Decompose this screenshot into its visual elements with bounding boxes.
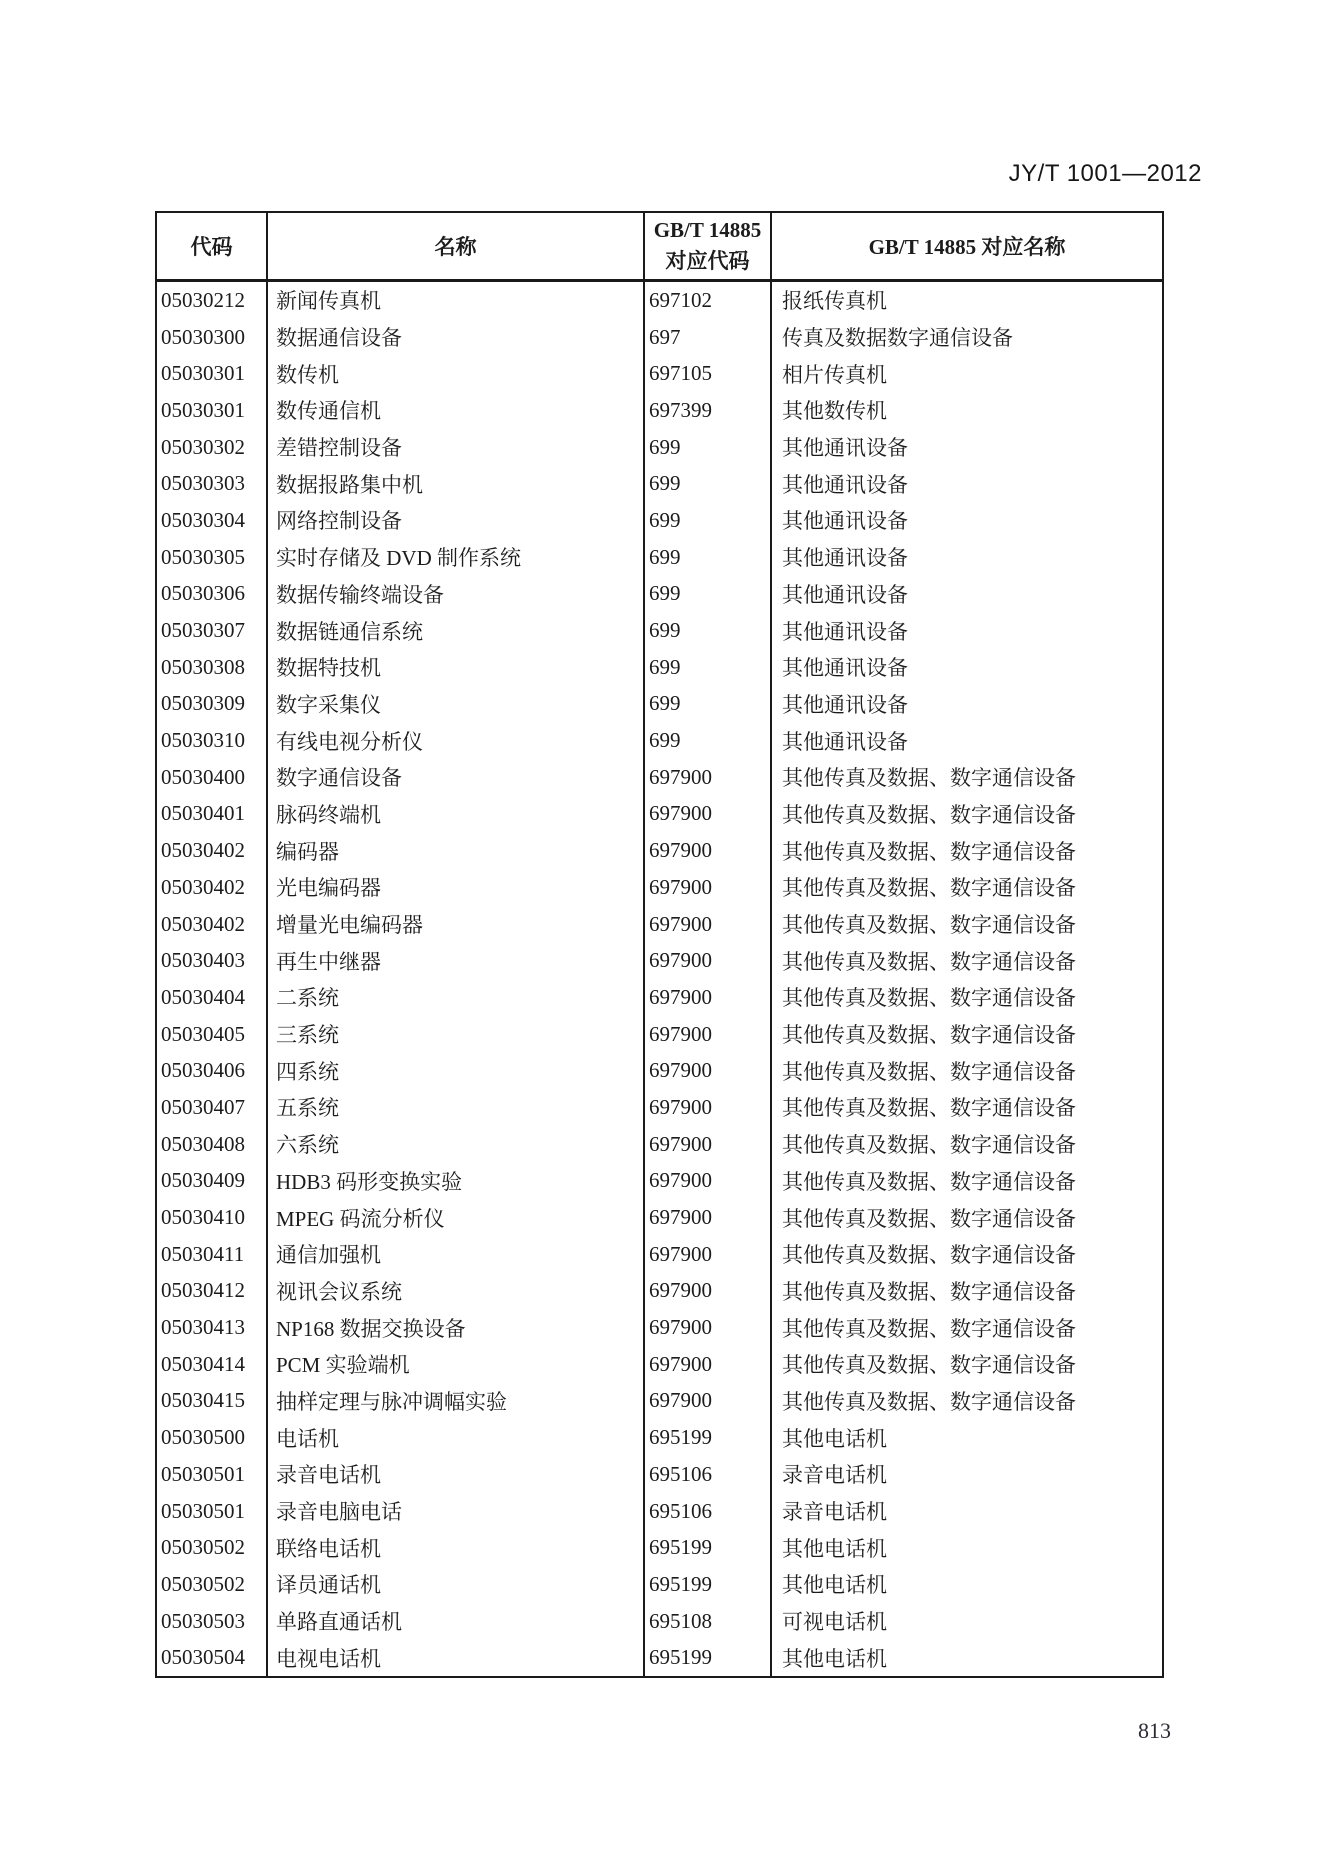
cell-gbt-name: 其他电话机 (771, 1566, 1163, 1603)
cell-name: 录音电话机 (267, 1456, 644, 1493)
cell-gbt-code: 697900 (644, 1236, 771, 1273)
table-row (156, 1383, 1163, 1420)
table-row (156, 869, 1163, 906)
cell-name: 光电编码器 (267, 869, 644, 906)
cell-code: 05030304 (156, 502, 267, 539)
cell-gbt-code: 697900 (644, 1089, 771, 1126)
cell-gbt-code: 697900 (644, 1016, 771, 1053)
cell-gbt-code: 699 (644, 576, 771, 613)
cell-code: 05030402 (156, 869, 267, 906)
cell-name: 单路直通话机 (267, 1603, 644, 1640)
cell-gbt-code: 697900 (644, 1163, 771, 1200)
table-row (156, 796, 1163, 833)
cell-code: 05030301 (156, 392, 267, 429)
cell-gbt-code: 697900 (644, 832, 771, 869)
cell-gbt-name: 其他电话机 (771, 1529, 1163, 1566)
table-row (156, 1529, 1163, 1566)
cell-gbt-name: 其他通讯设备 (771, 686, 1163, 723)
cell-code: 05030502 (156, 1566, 267, 1603)
table-row (156, 1603, 1163, 1640)
cell-gbt-code: 699 (644, 502, 771, 539)
cell-gbt-name: 报纸传真机 (771, 281, 1163, 319)
table-row (156, 979, 1163, 1016)
cell-name: 数据特技机 (267, 649, 644, 686)
cell-gbt-name: 其他传真及数据、数字通信设备 (771, 1052, 1163, 1089)
cell-name: 脉码终端机 (267, 796, 644, 833)
table-row (156, 832, 1163, 869)
cell-code: 05030303 (156, 465, 267, 502)
cell-name: 数传通信机 (267, 392, 644, 429)
table-row (156, 465, 1163, 502)
table-row (156, 355, 1163, 392)
table-row (156, 319, 1163, 356)
cell-code: 05030300 (156, 319, 267, 356)
cell-name: 二系统 (267, 979, 644, 1016)
cell-code: 05030305 (156, 539, 267, 576)
cell-code: 05030302 (156, 429, 267, 466)
page-number: 813 (1138, 1718, 1171, 1743)
cell-gbt-name: 其他传真及数据、数字通信设备 (771, 759, 1163, 796)
cell-gbt-name: 其他传真及数据、数字通信设备 (771, 1089, 1163, 1126)
table-row (156, 1346, 1163, 1383)
cell-code: 05030414 (156, 1346, 267, 1383)
cell-gbt-code: 697900 (644, 796, 771, 833)
header-code: 代码 (156, 212, 267, 281)
cell-name: 差错控制设备 (267, 429, 644, 466)
table-row (156, 1309, 1163, 1346)
cell-name: 联络电话机 (267, 1529, 644, 1566)
cell-gbt-code: 699 (644, 612, 771, 649)
cell-gbt-code: 699 (644, 429, 771, 466)
cell-gbt-name: 其他电话机 (771, 1639, 1163, 1677)
cell-name: 通信加强机 (267, 1236, 644, 1273)
cell-name: MPEG 码流分析仪 (267, 1199, 644, 1236)
cell-name: 网络控制设备 (267, 502, 644, 539)
cell-gbt-name: 其他传真及数据、数字通信设备 (771, 906, 1163, 943)
cell-name: 数字采集仪 (267, 686, 644, 723)
cell-gbt-code: 697900 (644, 759, 771, 796)
cell-gbt-code: 699 (644, 686, 771, 723)
cell-code: 05030501 (156, 1493, 267, 1530)
cell-gbt-name: 其他通讯设备 (771, 722, 1163, 759)
header-gbt-code (644, 212, 771, 281)
cell-gbt-code: 699 (644, 465, 771, 502)
table-row (156, 1639, 1163, 1677)
cell-name: 数据链通信系统 (267, 612, 644, 649)
cell-name: 再生中继器 (267, 942, 644, 979)
cell-code: 05030411 (156, 1236, 267, 1273)
cell-name: 译员通话机 (267, 1566, 644, 1603)
table-row (156, 1199, 1163, 1236)
table-row (156, 1566, 1163, 1603)
cell-gbt-name: 其他传真及数据、数字通信设备 (771, 1236, 1163, 1273)
cell-code: 05030307 (156, 612, 267, 649)
cell-gbt-name: 相片传真机 (771, 355, 1163, 392)
cell-gbt-name: 其他通讯设备 (771, 465, 1163, 502)
cell-gbt-name: 其他传真及数据、数字通信设备 (771, 1199, 1163, 1236)
cell-gbt-name: 录音电话机 (771, 1456, 1163, 1493)
table-row (156, 759, 1163, 796)
cell-gbt-code: 697102 (644, 281, 771, 319)
cell-gbt-code: 697900 (644, 942, 771, 979)
cell-gbt-name: 其他传真及数据、数字通信设备 (771, 1273, 1163, 1310)
table-row (156, 429, 1163, 466)
cell-code: 05030404 (156, 979, 267, 1016)
cell-code: 05030409 (156, 1163, 267, 1200)
cell-gbt-code: 697900 (644, 1383, 771, 1420)
cell-gbt-name: 其他传真及数据、数字通信设备 (771, 1309, 1163, 1346)
table-row (156, 649, 1163, 686)
cell-name: 新闻传真机 (267, 281, 644, 319)
table-row (156, 722, 1163, 759)
table-row (156, 1016, 1163, 1053)
table-row (156, 1493, 1163, 1530)
cell-gbt-name: 其他通讯设备 (771, 612, 1163, 649)
cell-code: 05030501 (156, 1456, 267, 1493)
cell-gbt-name: 其他传真及数据、数字通信设备 (771, 942, 1163, 979)
cell-code: 05030402 (156, 832, 267, 869)
cell-name: 电视电话机 (267, 1639, 644, 1677)
cell-name: 五系统 (267, 1089, 644, 1126)
cell-gbt-name: 其他传真及数据、数字通信设备 (771, 979, 1163, 1016)
cell-gbt-code: 699 (644, 722, 771, 759)
cell-name: NP168 数据交换设备 (267, 1309, 644, 1346)
table-row (156, 1419, 1163, 1456)
cell-name: 有线电视分析仪 (267, 722, 644, 759)
cell-gbt-code: 695199 (644, 1566, 771, 1603)
cell-gbt-name: 其他通讯设备 (771, 502, 1163, 539)
cell-gbt-name: 其他传真及数据、数字通信设备 (771, 832, 1163, 869)
cell-name: 数据报路集中机 (267, 465, 644, 502)
cell-gbt-code: 699 (644, 649, 771, 686)
cell-gbt-code: 697900 (644, 979, 771, 1016)
cell-gbt-name: 传真及数据数字通信设备 (771, 319, 1163, 356)
table-header-row (156, 212, 1163, 281)
cell-name: 数据传输终端设备 (267, 576, 644, 613)
cell-gbt-name: 其他数传机 (771, 392, 1163, 429)
cell-gbt-name: 其他传真及数据、数字通信设备 (771, 1383, 1163, 1420)
cell-code: 05030306 (156, 576, 267, 613)
cell-code: 05030310 (156, 722, 267, 759)
cell-name: 四系统 (267, 1052, 644, 1089)
table-body (156, 281, 1163, 1678)
cell-name: 三系统 (267, 1016, 644, 1053)
header-gbt-code-line2: 对应代码 (665, 249, 750, 273)
cell-name: 录音电脑电话 (267, 1493, 644, 1530)
cell-name: 视讯会议系统 (267, 1273, 644, 1310)
cell-gbt-code: 697 (644, 319, 771, 356)
cell-gbt-name: 其他传真及数据、数字通信设备 (771, 1163, 1163, 1200)
cell-gbt-code: 697900 (644, 1309, 771, 1346)
cell-gbt-name: 其他传真及数据、数字通信设备 (771, 1016, 1163, 1053)
cell-gbt-name: 其他通讯设备 (771, 649, 1163, 686)
table-row (156, 686, 1163, 723)
cell-gbt-code: 697105 (644, 355, 771, 392)
cell-gbt-name: 其他通讯设备 (771, 539, 1163, 576)
cell-gbt-name: 其他传真及数据、数字通信设备 (771, 796, 1163, 833)
cell-gbt-code: 695199 (644, 1529, 771, 1566)
cell-gbt-code: 697900 (644, 1273, 771, 1310)
cell-name: 增量光电编码器 (267, 906, 644, 943)
cell-gbt-name: 其他传真及数据、数字通信设备 (771, 1346, 1163, 1383)
cell-code: 05030503 (156, 1603, 267, 1640)
cell-name: PCM 实验端机 (267, 1346, 644, 1383)
cell-gbt-code: 697900 (644, 906, 771, 943)
table-row (156, 612, 1163, 649)
cell-gbt-name: 可视电话机 (771, 1603, 1163, 1640)
table-row (156, 281, 1163, 319)
cell-gbt-name: 其他电话机 (771, 1419, 1163, 1456)
cell-name: 抽样定理与脉冲调幅实验 (267, 1383, 644, 1420)
cell-gbt-code: 695106 (644, 1456, 771, 1493)
table-row (156, 1236, 1163, 1273)
cell-code: 05030402 (156, 906, 267, 943)
cell-name: 实时存储及 DVD 制作系统 (267, 539, 644, 576)
header-gbt-name: GB/T 14885 对应名称 (771, 212, 1163, 281)
cell-code: 05030408 (156, 1126, 267, 1163)
cell-code: 05030500 (156, 1419, 267, 1456)
table-row (156, 539, 1163, 576)
table-row (156, 392, 1163, 429)
cell-code: 05030400 (156, 759, 267, 796)
table-row (156, 906, 1163, 943)
cell-name: 编码器 (267, 832, 644, 869)
cell-code: 05030308 (156, 649, 267, 686)
table-row (156, 502, 1163, 539)
cell-code: 05030407 (156, 1089, 267, 1126)
table-row (156, 1456, 1163, 1493)
cell-code: 05030412 (156, 1273, 267, 1310)
cell-code: 05030403 (156, 942, 267, 979)
code-mapping-table (155, 211, 1164, 1678)
cell-gbt-code: 695106 (644, 1493, 771, 1530)
cell-gbt-code: 697900 (644, 1052, 771, 1089)
table-row (156, 1273, 1163, 1310)
cell-gbt-code: 697900 (644, 1346, 771, 1383)
table-row (156, 1163, 1163, 1200)
cell-code: 05030410 (156, 1199, 267, 1236)
cell-gbt-code: 697900 (644, 1199, 771, 1236)
cell-gbt-name: 其他通讯设备 (771, 429, 1163, 466)
cell-code: 05030301 (156, 355, 267, 392)
cell-code: 05030401 (156, 796, 267, 833)
cell-gbt-code: 695199 (644, 1419, 771, 1456)
cell-name: 数字通信设备 (267, 759, 644, 796)
cell-gbt-code: 697900 (644, 869, 771, 906)
header-name: 名称 (267, 212, 644, 281)
cell-gbt-name: 其他传真及数据、数字通信设备 (771, 869, 1163, 906)
cell-name: 数据通信设备 (267, 319, 644, 356)
table-header (156, 212, 1163, 281)
cell-name: 数传机 (267, 355, 644, 392)
cell-code: 05030406 (156, 1052, 267, 1089)
cell-gbt-code: 699 (644, 539, 771, 576)
cell-name: 六系统 (267, 1126, 644, 1163)
cell-gbt-code: 695199 (644, 1639, 771, 1677)
cell-code: 05030502 (156, 1529, 267, 1566)
table-row (156, 942, 1163, 979)
table-row (156, 576, 1163, 613)
cell-code: 05030504 (156, 1639, 267, 1677)
table-row (156, 1089, 1163, 1126)
cell-code: 05030415 (156, 1383, 267, 1420)
cell-code: 05030309 (156, 686, 267, 723)
standard-number: JY/T 1001—2012 (1008, 160, 1202, 187)
cell-gbt-code: 697399 (644, 392, 771, 429)
table-row (156, 1126, 1163, 1163)
cell-gbt-code: 697900 (644, 1126, 771, 1163)
header-gbt-code-line1: GB/T 14885 (653, 217, 762, 242)
cell-name: HDB3 码形变换实验 (267, 1163, 644, 1200)
cell-code: 05030212 (156, 281, 267, 319)
cell-gbt-name: 其他通讯设备 (771, 576, 1163, 613)
table-row (156, 1052, 1163, 1089)
cell-gbt-name: 录音电话机 (771, 1493, 1163, 1530)
cell-code: 05030413 (156, 1309, 267, 1346)
cell-name: 电话机 (267, 1419, 644, 1456)
cell-gbt-name: 其他传真及数据、数字通信设备 (771, 1126, 1163, 1163)
cell-code: 05030405 (156, 1016, 267, 1053)
cell-gbt-code: 695108 (644, 1603, 771, 1640)
